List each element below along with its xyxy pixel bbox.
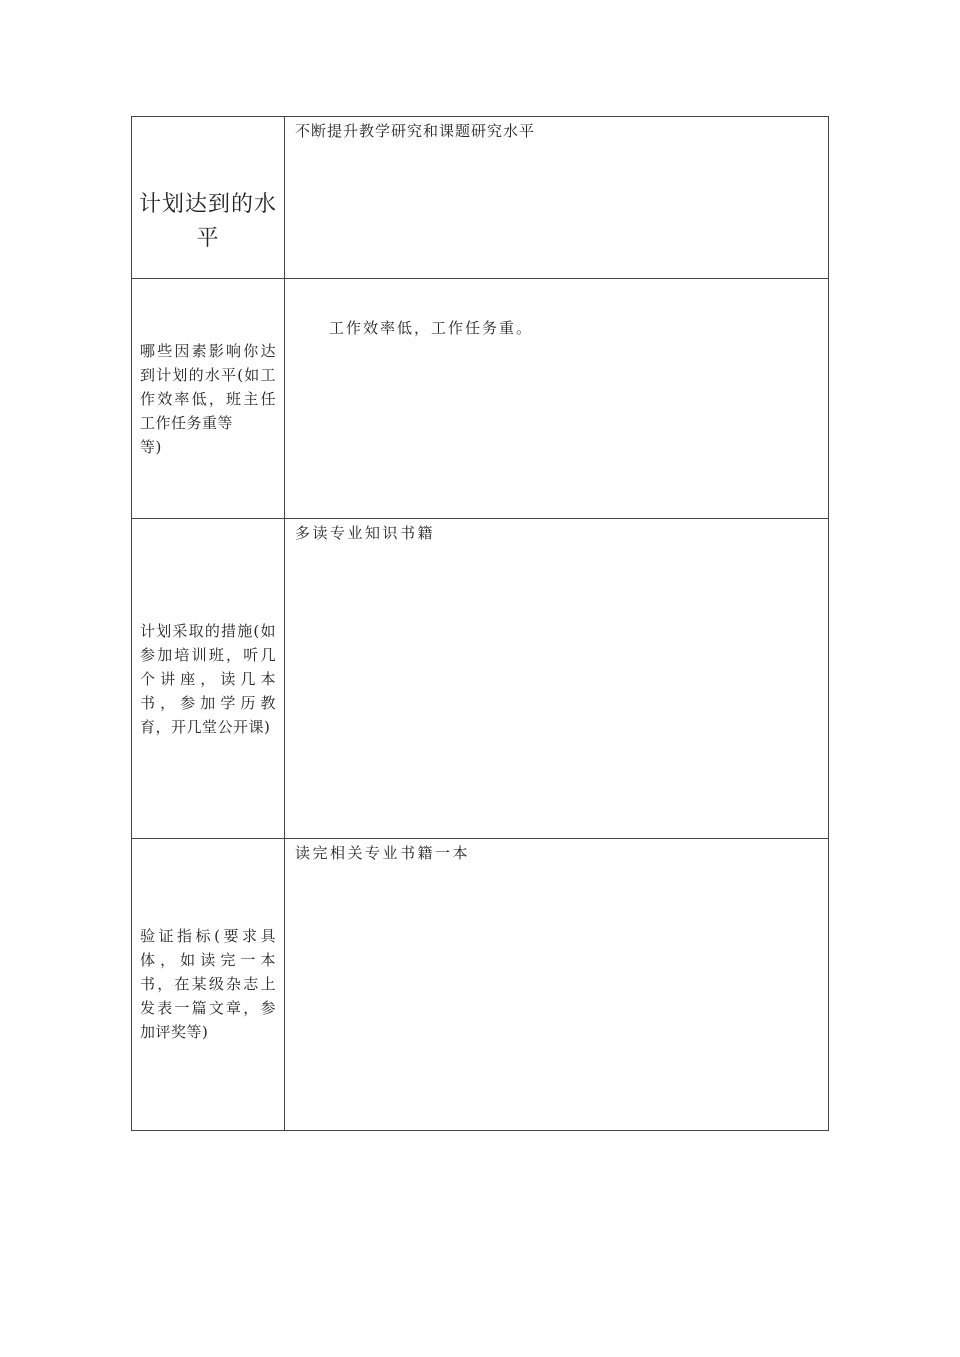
row-label-cell — [132, 117, 285, 279]
row-label-cell — [132, 279, 285, 519]
table-row — [132, 279, 829, 519]
row-label: 验证指标(要求具体，如读完一本书，在某级杂志上发表一篇文章，参加评奖等) — [140, 927, 276, 1042]
table-row — [132, 519, 829, 838]
row-content-cell — [285, 838, 829, 1130]
table-row — [132, 838, 829, 1130]
table-row — [132, 117, 829, 279]
row-label-tail: 等) — [140, 437, 162, 456]
plan-form-table — [131, 116, 829, 1131]
row-content: 读完相关专业书籍一本 — [295, 843, 471, 862]
row-label: 哪些因素影响你达到计划的水平(如工作效率低，班主任工作任务重等 — [140, 341, 276, 432]
row-label: 计划采取的措施(如参加培训班，听几个讲座，读几本书，参加学历教育，开几堂公开课) — [140, 621, 276, 736]
row-label-cell — [132, 519, 285, 838]
row-content: 不断提升教学研究和课题研究水平 — [295, 122, 536, 140]
row-content-cell — [285, 279, 829, 519]
row-label: 计划达到的水平 — [138, 191, 277, 251]
row-content-cell — [285, 117, 829, 279]
row-content: 工作效率低，工作任务重。 — [329, 319, 534, 338]
row-content-cell — [285, 519, 829, 838]
row-content: 多读专业知识书籍 — [295, 524, 436, 543]
row-label-cell — [132, 838, 285, 1130]
